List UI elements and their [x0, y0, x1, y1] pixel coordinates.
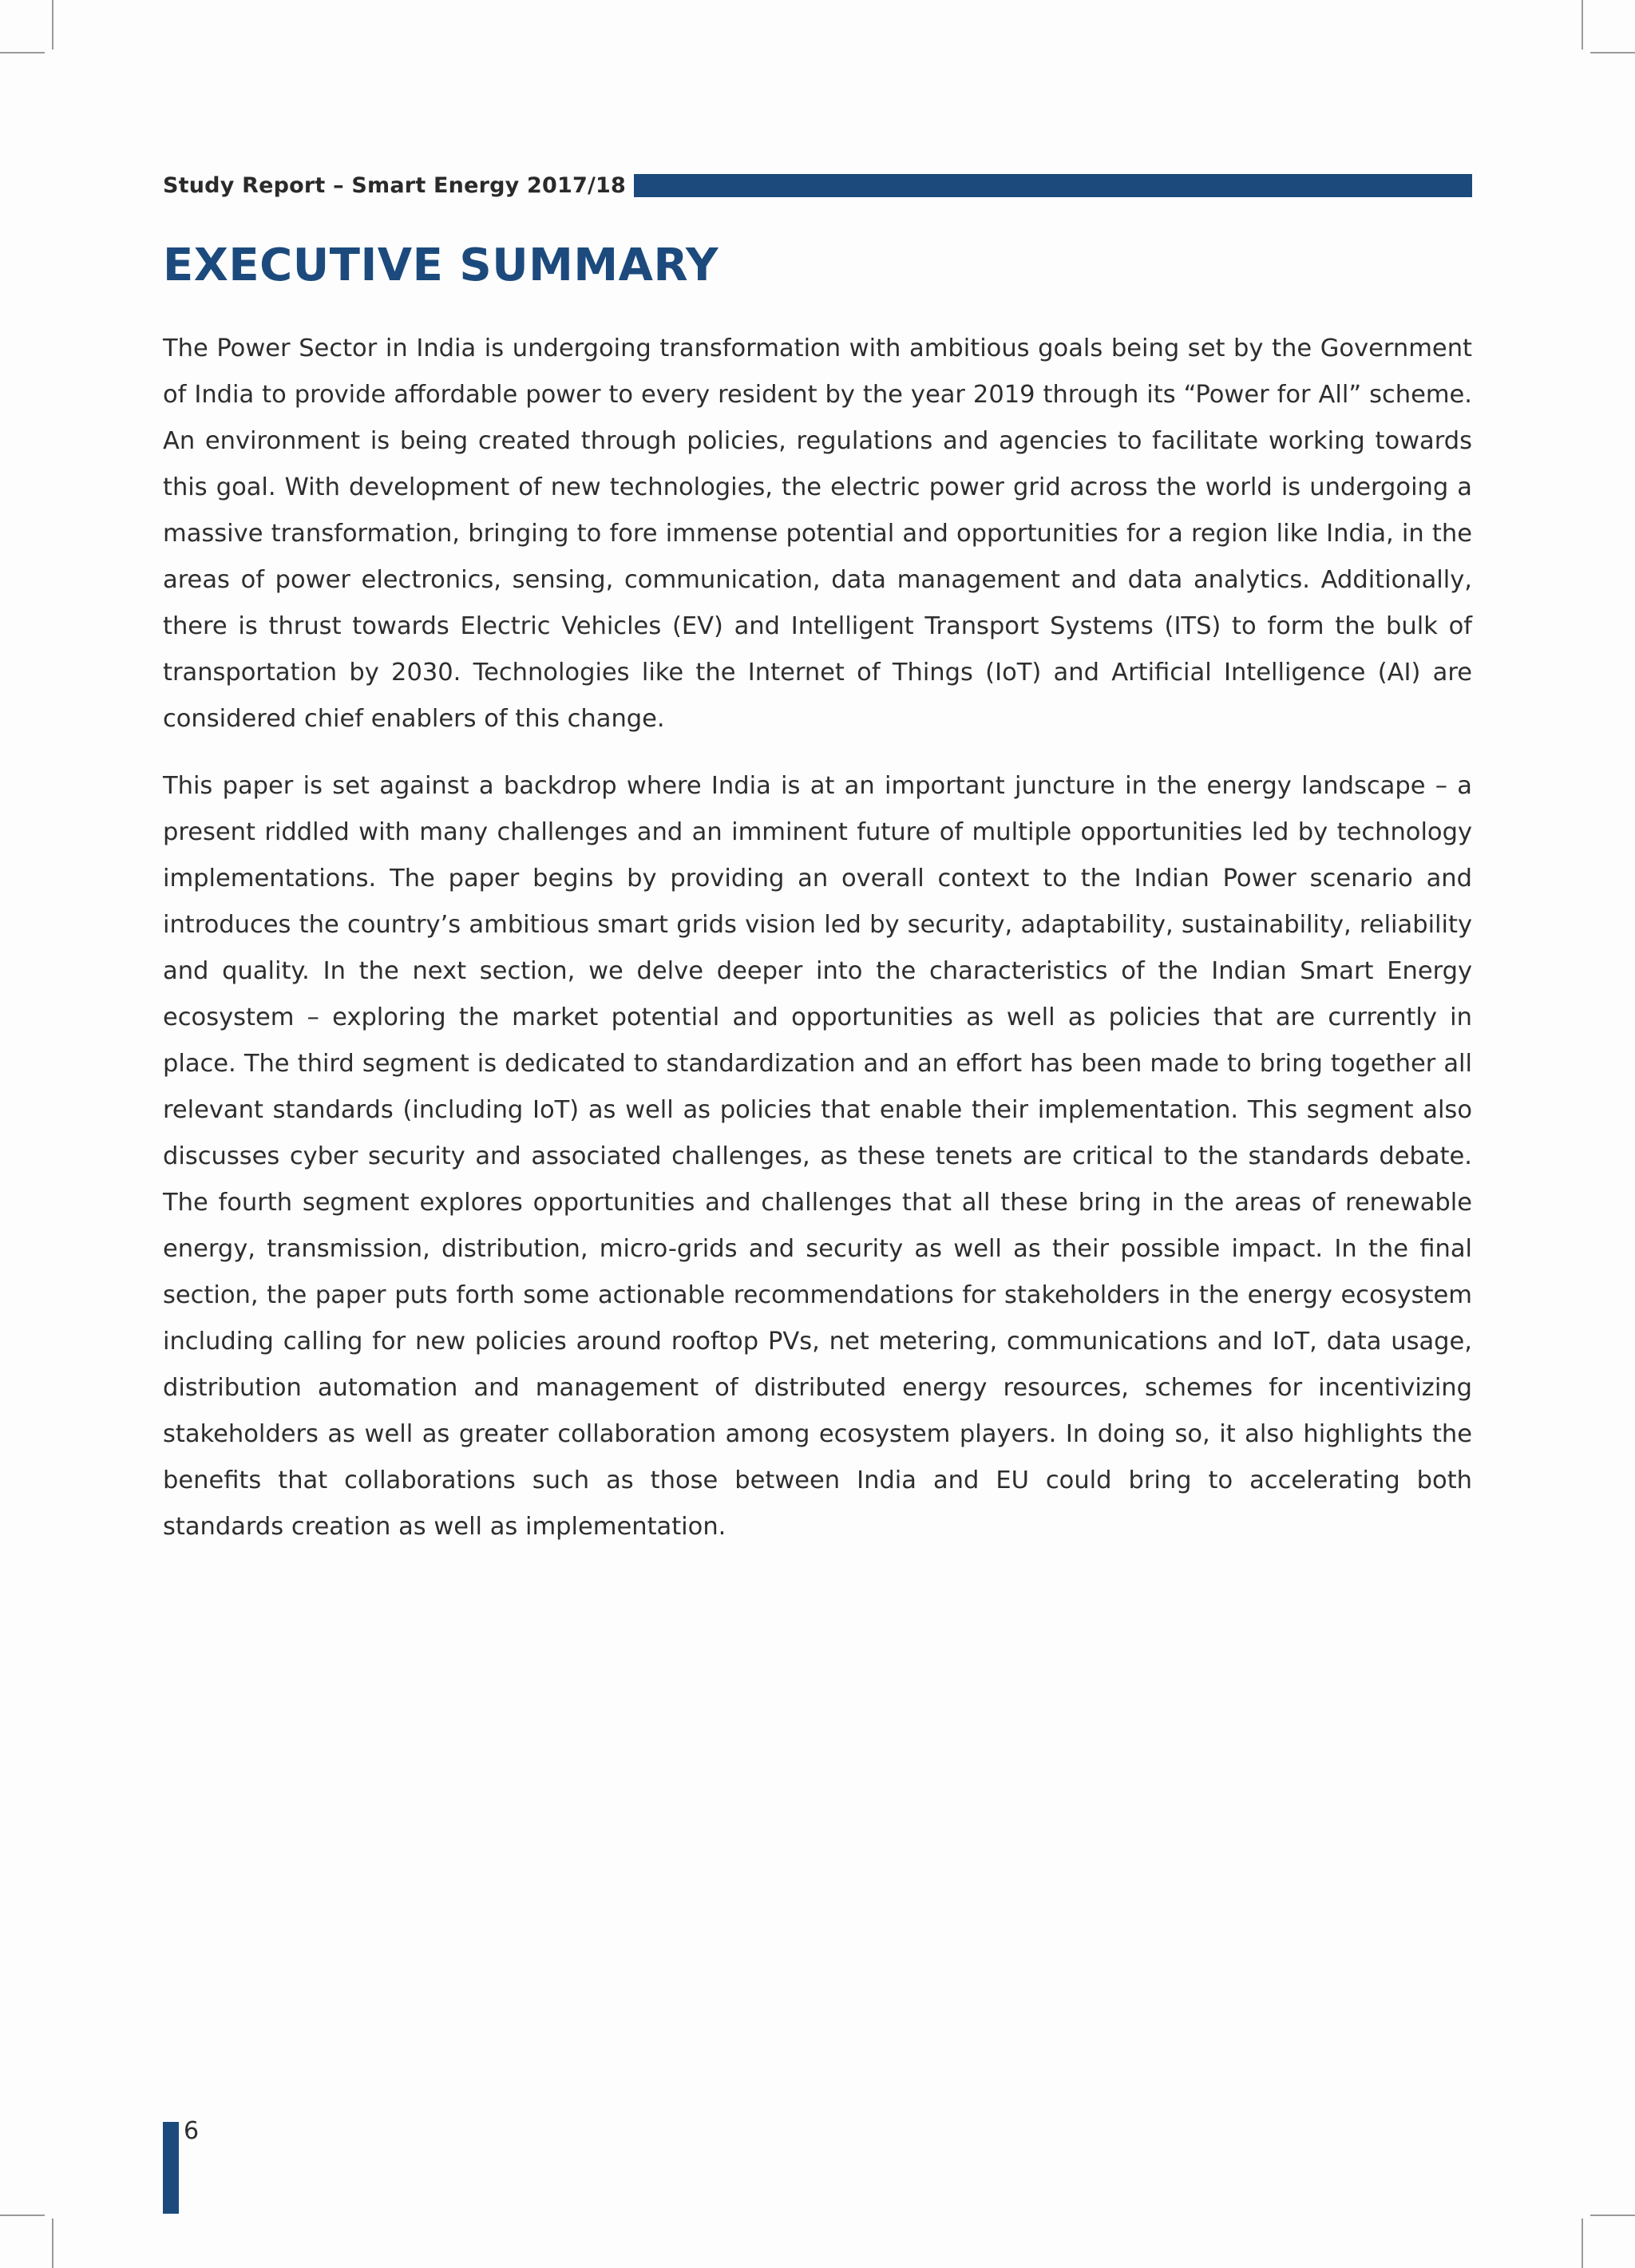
running-header: [163, 169, 1472, 201]
crop-mark-bottom-left-horizontal: [0, 2215, 45, 2216]
header-accent-bar: [634, 174, 1472, 197]
crop-mark-bottom-right-horizontal: [1590, 2215, 1635, 2216]
crop-mark-top-right-vertical: [1582, 0, 1583, 49]
crop-mark-top-right-horizontal: [1590, 52, 1635, 53]
page-number-accent-bar: [163, 2122, 179, 2214]
crop-mark-top-left-vertical: [52, 0, 53, 49]
crop-mark-bottom-left-vertical: [52, 2219, 53, 2268]
page-title: EXECUTIVE SUMMARY: [163, 239, 719, 291]
crop-mark-top-left-horizontal: [0, 52, 45, 53]
page-number: 6: [184, 2117, 200, 2145]
summary-paragraph-1: The Power Sector in India is undergoing transformation with ambitious goals being set by the Government of India to provide affordable power to every resident by the year 2019 through its “Power for All” scheme. An environment is being created through policies, regulations and agencies to facilitate working towards this goal. With development of new technologies, the electric power grid across the world is undergoing a massive transformation, bringing to fore immense potential and opportunities for a region like India, in the areas of power electronics, sensing, communication, data management and data analytics. Additionally, there is thrust towards Electric Vehicles (EV) and Intelligent Transport Systems (ITS) to form the bulk of transportation by 2030. Technologies like the Internet of Things (IoT) and Artificial Intelligence (AI) are considered chief enablers of this change.: [163, 334, 1472, 733]
running-header-title: Study Report – Smart Energy 2017/18: [163, 172, 627, 198]
crop-mark-bottom-right-vertical: [1582, 2219, 1583, 2268]
summary-body: [163, 326, 1472, 1571]
summary-paragraph-2: This paper is set against a backdrop where India is at an important juncture in the energy landscape – a present riddled with many challenges and an imminent future of multiple opportunities led by technology implementations. The paper begins by providing an overall context to the Indian Power scenario and introduces the country’s ambitious smart grids vision led by security, adaptability, sustainability, reliability and quality. In the next section, we delve deeper into the characteristics of the Indian Smart Energy ecosystem – exploring the market potential and opportunities as well as policies that are currently in place. The third segment is dedicated to standardization and an effort has been made to bring together all relevant standards (including IoT) as well as policies that enable their implementation. This segment also discusses cyber security and associated challenges, as these tenets are critical to the standards debate. The fourth segment explores opportunities and challenges that all these bring in the areas of renewable energy, transmission, distribution, micro-grids and security as well as their possible impact. In the final section, the paper puts forth some actionable recommendations for stakeholders in the energy ecosystem including calling for new policies around rooftop PVs, net metering, communications and IoT, data usage, distribution automation and management of distributed energy resources, schemes for incentivizing stakeholders as well as greater collaboration among ecosystem players. In doing so, it also highlights the benefits that collaborations such as those between India and EU could bring to accelerating both standards creation as well as implementation.: [163, 772, 1472, 1541]
